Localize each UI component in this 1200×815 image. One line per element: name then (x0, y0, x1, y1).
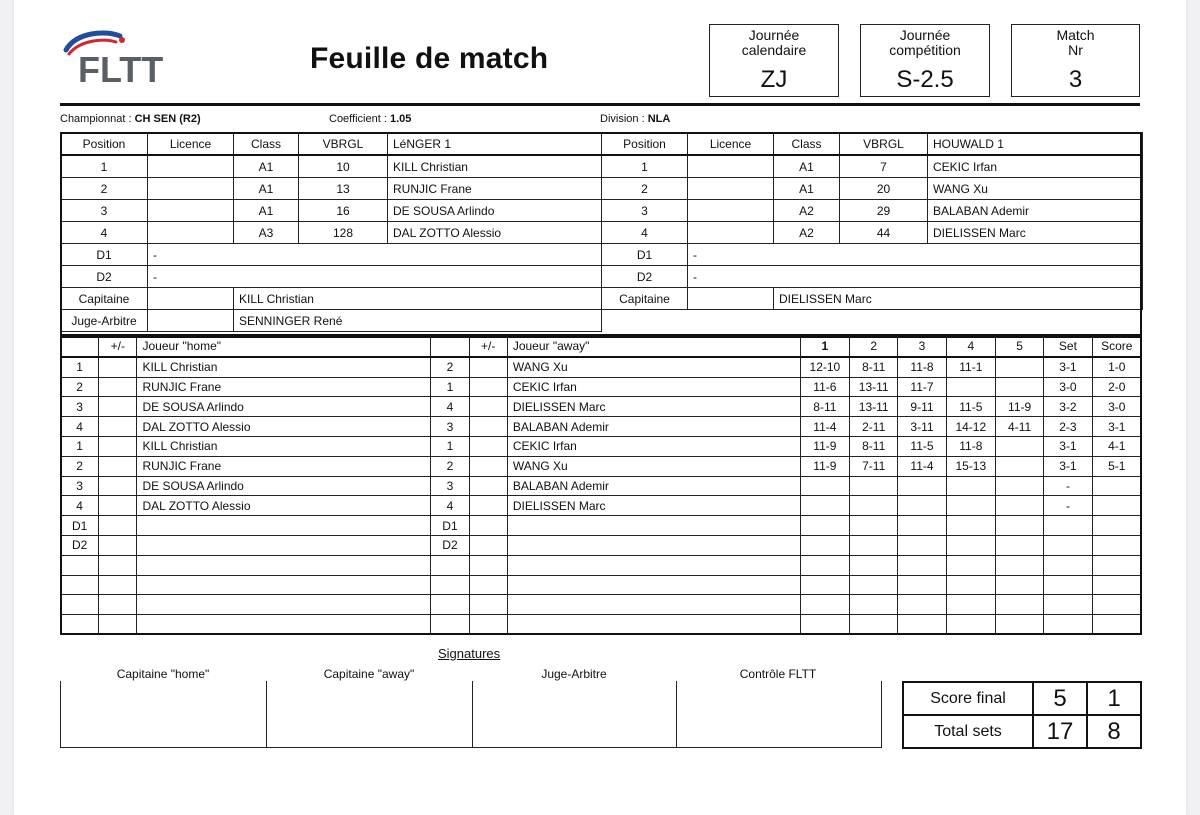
game-row: 3 DE SOUSA Arlindo 3 BALABAN Ademir - (61, 476, 1142, 496)
journee-competition-label: Journée compétition (889, 27, 961, 58)
game-set-result (1044, 516, 1092, 536)
game-set-result: 3-1 (1044, 456, 1092, 476)
game-away-player (507, 615, 800, 635)
game-set-result: 3-2 (1044, 397, 1092, 417)
game-home-player: RUNJIC Frane (137, 456, 431, 476)
page-title: Feuille de match (310, 42, 549, 75)
game-set-result: 3-1 (1044, 357, 1092, 377)
game-row: 1 KILL Christian 1 CEKIC Irfan 11-9 8-11 11-5 11-8 3-1 4-1 (61, 436, 1142, 456)
game-away-player (507, 535, 800, 555)
game-score (1092, 575, 1141, 595)
match-nr-label: Match Nr (1056, 27, 1095, 58)
game-away-player (507, 516, 800, 536)
game-set-result (1044, 555, 1092, 575)
game-score: 4-1 (1092, 436, 1141, 456)
score-final-row: Score final 5 1 (903, 682, 1141, 715)
signature-box-capitaine-home[interactable] (60, 681, 267, 748)
away-player-name: CEKIC Irfan (928, 155, 1143, 178)
player-row: 1 A1 10 KILL Christian 1 A1 7 CEKIC Irfan (61, 155, 1143, 178)
player-row: 3 A1 16 DE SOUSA Arlindo 3 A2 29 BALABAN Ademir (61, 200, 1143, 222)
game-score (1092, 535, 1141, 555)
away-player-name: BALABAN Ademir (928, 200, 1143, 222)
header-class-home: Class (234, 133, 299, 156)
home-capitaine-name: KILL Christian (234, 288, 602, 310)
game-away-player: CEKIC Irfan (507, 377, 800, 397)
championnat-field: Championnat : CH SEN (R2) (60, 113, 201, 125)
header-joueur-home: Joueur "home" (137, 337, 431, 357)
game-score (1092, 516, 1141, 536)
sig-label-capitaine-home: Capitaine "home" (116, 667, 210, 681)
sig-label-controle-fltt: Contrôle FLTT (739, 667, 817, 681)
game-row: 1 KILL Christian 2 WANG Xu 12-10 8-11 11-8 11-1 3-1 1-0 (61, 357, 1142, 377)
game-away-player: BALABAN Ademir (507, 417, 800, 437)
game-away-player (507, 555, 800, 575)
game-home-player: KILL Christian (137, 357, 431, 377)
player-row: 2 A1 13 RUNJIC Frane 2 A1 20 WANG Xu (61, 178, 1143, 200)
header-class-away: Class (774, 133, 840, 156)
signature-box-capitaine-away[interactable] (266, 681, 473, 748)
game-row (61, 595, 1142, 615)
game-score: 5-1 (1092, 456, 1141, 476)
game-score: 3-0 (1092, 397, 1141, 417)
journee-calendaire-label: Journée calendaire (741, 27, 807, 58)
game-score (1092, 496, 1141, 516)
match-nr-box (1011, 24, 1140, 97)
fltt-logo (58, 28, 168, 88)
home-player-name: DE SOUSA Arlindo (388, 200, 602, 222)
game-set-result (1044, 535, 1092, 555)
signature-box-juge-arbitre[interactable] (472, 681, 677, 748)
game-home-player: RUNJIC Frane (137, 377, 431, 397)
header-licence-away: Licence (688, 133, 774, 156)
game-home-player (137, 575, 431, 595)
total-sets-home: 17 (1033, 715, 1087, 748)
game-set-result (1044, 595, 1092, 615)
game-away-player: BALABAN Ademir (507, 476, 800, 496)
home-player-name: DAL ZOTTO Alessio (388, 222, 602, 244)
game-row: 4 DAL ZOTTO Alessio 4 DIELISSEN Marc - (61, 496, 1142, 516)
header-licence-home: Licence (148, 133, 234, 156)
game-home-player (137, 615, 431, 635)
games-header-row: +/- Joueur "home" +/- Joueur "away" 1 2 3 4 5 Set Score (61, 337, 1142, 357)
journee-calendaire-box (709, 24, 839, 97)
doubles-row-d1: D1 - D1 - (61, 244, 1143, 266)
game-score (1092, 476, 1141, 496)
game-score (1092, 615, 1141, 635)
journee-calendaire-value: ZJ (760, 66, 788, 93)
game-score: 3-1 (1092, 417, 1141, 437)
final-score-table (902, 681, 1142, 749)
game-set-result: 3-0 (1044, 377, 1092, 397)
header-divider (60, 103, 1140, 106)
game-set-result (1044, 615, 1092, 635)
journee-competition-box (860, 24, 990, 97)
game-home-player: DAL ZOTTO Alessio (137, 417, 431, 437)
game-away-player: WANG Xu (507, 456, 800, 476)
game-row (61, 555, 1142, 575)
game-away-player: DIELISSEN Marc (507, 397, 800, 417)
sig-label-capitaine-away: Capitaine "away" (323, 667, 415, 681)
game-home-player (137, 516, 431, 536)
signature-box-controle-fltt[interactable] (676, 681, 882, 748)
game-row: 2 RUNJIC Frane 2 WANG Xu 11-9 7-11 11-4 15-13 3-1 5-1 (61, 456, 1142, 476)
logo-text: FLTT (78, 49, 164, 88)
game-home-player (137, 555, 431, 575)
game-set-result: 3-1 (1044, 436, 1092, 456)
games-table (60, 336, 1142, 635)
teams-header-row (61, 133, 1143, 156)
game-set-result: 2-3 (1044, 417, 1092, 437)
division-field: Division : NLA (600, 113, 671, 125)
header-position-home: Position (61, 133, 148, 156)
game-score: 1-0 (1092, 357, 1141, 377)
game-home-player: DE SOUSA Arlindo (137, 397, 431, 417)
game-home-player: DE SOUSA Arlindo (137, 476, 431, 496)
doubles-row-d2: D2 - D2 - (61, 266, 1143, 288)
away-team-name: HOUWALD 1 (928, 133, 1143, 156)
capitaine-row: Capitaine KILL Christian Capitaine DIELISSEN Marc (61, 288, 1143, 310)
home-player-name: RUNJIC Frane (388, 178, 602, 200)
game-home-player (137, 535, 431, 555)
total-sets-away: 8 (1087, 715, 1141, 748)
header-vbrgl-home: VBRGL (299, 133, 388, 156)
game-row (61, 615, 1142, 635)
header-position-away: Position (602, 133, 688, 156)
game-set-result (1044, 575, 1092, 595)
player-row: 4 A3 128 DAL ZOTTO Alessio 4 A2 44 DIELISSEN Marc (61, 222, 1143, 244)
game-home-player (137, 595, 431, 615)
home-player-name: KILL Christian (388, 155, 602, 178)
teams-table (60, 132, 1143, 332)
game-row (61, 575, 1142, 595)
game-away-player (507, 595, 800, 615)
away-capitaine-name: DIELISSEN Marc (774, 288, 1143, 310)
juge-arbitre-name: SENNINGER René (234, 310, 602, 332)
game-row: 2 RUNJIC Frane 1 CEKIC Irfan 11-6 13-11 11-7 3-0 2-0 (61, 377, 1142, 397)
game-score (1092, 555, 1141, 575)
game-score: 2-0 (1092, 377, 1141, 397)
game-home-player: DAL ZOTTO Alessio (137, 496, 431, 516)
signatures-title: Signatures (438, 646, 501, 661)
score-final-home: 5 (1033, 682, 1087, 715)
game-row: D2 D2 (61, 535, 1142, 555)
match-nr-value: 3 (1068, 66, 1083, 93)
header-vbrgl-away: VBRGL (840, 133, 928, 156)
coefficient-field: Coefficient : 1.05 (329, 113, 412, 125)
sig-label-juge-arbitre: Juge-Arbitre (541, 667, 607, 681)
away-player-name: DIELISSEN Marc (928, 222, 1143, 244)
game-home-player: KILL Christian (137, 436, 431, 456)
journee-competition-value: S-2.5 (896, 66, 954, 93)
game-row: 3 DE SOUSA Arlindo 4 DIELISSEN Marc 8-11 13-11 9-11 11-5 11-9 3-2 3-0 (61, 397, 1142, 417)
score-final-away: 1 (1087, 682, 1141, 715)
juge-arbitre-row: Juge-Arbitre SENNINGER René (61, 310, 1143, 332)
game-row: D1 D1 (61, 516, 1142, 536)
game-set-result: - (1044, 476, 1092, 496)
game-away-player: WANG Xu (507, 357, 800, 377)
game-score (1092, 595, 1141, 615)
away-player-name: WANG Xu (928, 178, 1143, 200)
total-sets-row: Total sets 17 8 (903, 715, 1141, 748)
home-team-name: LéNGER 1 (388, 133, 602, 156)
game-away-player: DIELISSEN Marc (507, 496, 800, 516)
game-row: 4 DAL ZOTTO Alessio 3 BALABAN Ademir 11-4 2-11 3-11 14-12 4-11 2-3 3-1 (61, 417, 1142, 437)
game-set-result: - (1044, 496, 1092, 516)
game-away-player: CEKIC Irfan (507, 436, 800, 456)
game-away-player (507, 575, 800, 595)
header-joueur-away: Joueur "away" (507, 337, 800, 357)
